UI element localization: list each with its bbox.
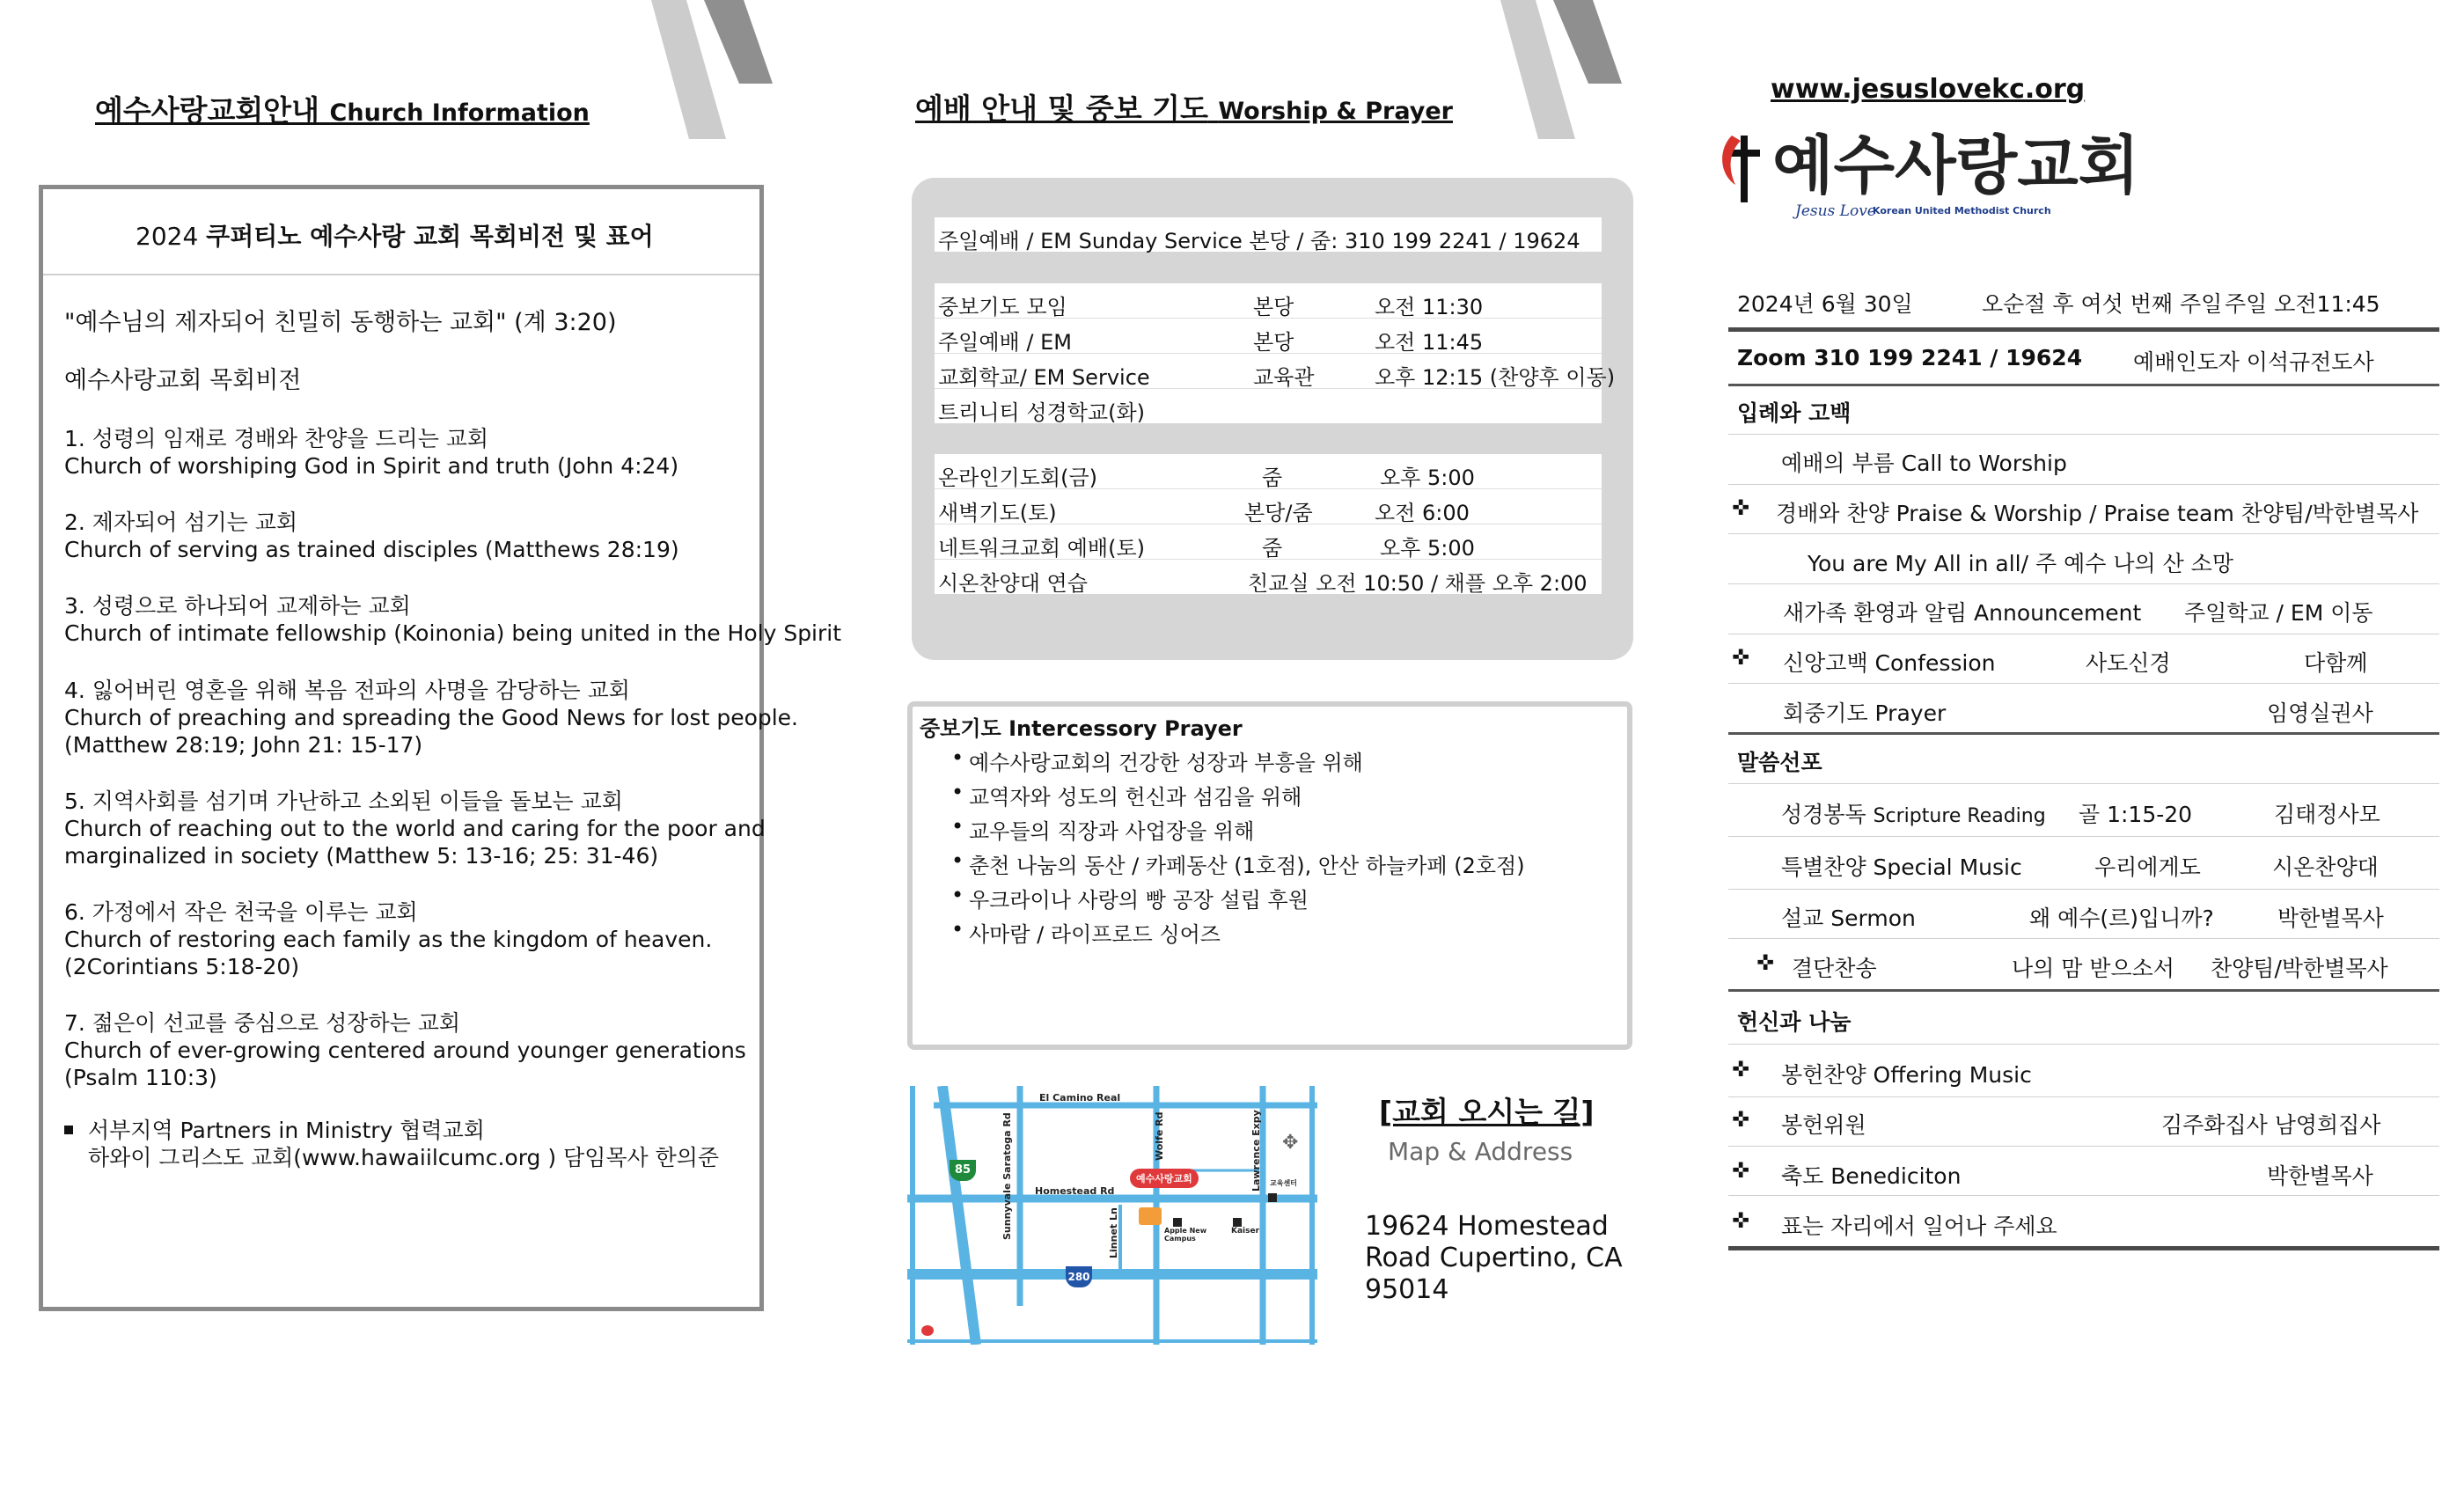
vision-2-en: Church of serving as trained disciples (Matthews 28:19) <box>64 537 679 562</box>
compass-icon: ✥ <box>1282 1132 1299 1154</box>
order-special-music-title: 우리에게도 <box>2094 854 2201 880</box>
vision-4-en-1: Church of preaching and spreading the Good News for lost people. <box>64 705 799 730</box>
vision-heading-text: 쿠퍼티노 예수사랑 교회 목회비전 및 표어 <box>206 222 654 251</box>
schedule-row <box>935 560 1602 594</box>
schedule-place: 본당/줌 <box>1244 501 1313 525</box>
divider-thick <box>1728 1246 2439 1250</box>
prayer-item: • 춘천 나눔의 동산 / 카페동산 (1호점), 안산 하늘카페 (2호점) <box>969 848 1525 879</box>
vision-4-en-2: (Matthew 28:19; John 21: 15-17) <box>64 732 423 758</box>
vision-3-en: Church of intimate fellowship (Koinonia) being united in the Holy Spirit <box>64 620 842 646</box>
schedule-place: 교육관 <box>1253 365 1315 390</box>
order-special-music: 특별찬양 Special Music <box>1781 854 2022 880</box>
schedule-name: 교회학교/ EM Service <box>938 365 1150 390</box>
panel1-title-en: Church Information <box>329 99 590 127</box>
divider <box>1728 1044 2439 1045</box>
partners <box>64 1117 719 1171</box>
order-stand-note: 표는 자리에서 일어나 주세요 <box>1781 1214 2057 1239</box>
divider <box>1728 583 2439 584</box>
schedule-place: 줌 <box>1262 466 1283 490</box>
order-prayer-leader: 임영실권사 <box>2267 700 2373 726</box>
divider <box>1728 434 2439 435</box>
vision-5-en-2: marginalized in society (Matthew 5: 13-16; 25: 31-46) <box>64 843 659 869</box>
prayer-item: • 예수사랑교회의 건강한 성장과 부흥을 위해 <box>969 745 1363 776</box>
schedule-name: 온라인기도회(금) <box>938 466 1098 490</box>
vision-item-5 <box>64 788 766 869</box>
website-link[interactable]: www.jesuslovekc.org <box>1771 74 2086 105</box>
map-label-el-camino: El Camino Real <box>1039 1092 1121 1104</box>
schedule-name: 주일예배 / EM <box>938 330 1072 355</box>
map-label-apple: Apple New Campus <box>1164 1227 1207 1243</box>
cross-marker-icon: ✜ <box>1732 1057 1750 1082</box>
methodist-cross-icon <box>1714 130 1767 204</box>
vision-heading <box>136 217 654 253</box>
vision-header <box>43 189 759 275</box>
section-entrance: 입례와 고백 <box>1737 400 1852 426</box>
vision-item-4 <box>64 677 798 759</box>
schedule-group-2 <box>935 454 1602 594</box>
vision-6-en-1: Church of restoring each family as the kingdom of heaven. <box>64 927 713 952</box>
schedule-name: 트리니티 성경학교(화) <box>938 400 1146 425</box>
worship-leader: 예배인도자 이석규전도사 <box>2133 349 2374 375</box>
schedule-row <box>935 524 1602 560</box>
schedule-row <box>935 283 1602 319</box>
vision-subheading: 예수사랑교회 목회비전 <box>64 367 302 394</box>
intercessory-prayer-box <box>907 701 1632 1050</box>
building-icon <box>1173 1218 1182 1227</box>
order-confession-who: 다함께 <box>2304 650 2368 676</box>
order-sermon-preacher: 박한별목사 <box>2277 906 2384 931</box>
prayer-item: • 교역자와 성도의 헌신과 섬김을 위해 <box>969 780 1302 810</box>
schedule-time: 오전 11:45 <box>1375 330 1484 355</box>
order-praise-worship: 경배와 찬양 Praise & Worship / Praise team 찬양팀/박한별목사 <box>1776 501 2419 526</box>
order-call-to-worship: 예배의 부름 Call to Worship <box>1781 451 2067 476</box>
vision-item-2 <box>64 509 679 563</box>
map-label-homestead: Homestead Rd <box>1035 1185 1115 1197</box>
highway-280-shield: 280 <box>1066 1266 1092 1287</box>
schedule-name: 시온찬양대 연습 <box>938 571 1088 596</box>
service-time: 주일 오전11:45 <box>2225 291 2380 317</box>
order-prayer: 회중기도 Prayer <box>1783 700 1947 726</box>
partners-label: 서부지역 Partners in Ministry 협력교회 <box>88 1118 485 1143</box>
order-announcement-note: 주일학교 / EM 이동 <box>2184 600 2373 626</box>
order-special-music-choir: 시온찬양대 <box>2272 854 2379 880</box>
order-song-title: You are My All in all/ 주 예수 나의 산 소망 <box>1808 551 2233 576</box>
map-marker-icon <box>921 1325 934 1336</box>
divider <box>1728 938 2439 939</box>
vision-1-en: Church of worshiping God in Spirit and truth (John 4:24) <box>64 453 679 479</box>
map-label-linnet: Linnet Ln <box>1108 1207 1119 1258</box>
prayer-title: 중보기도 Intercessory Prayer <box>920 716 1243 741</box>
schedule-time: 오후 12:15 (찬양후 이동) <box>1375 365 1616 390</box>
order-offering-music: 봉헌찬양 Offering Music <box>1781 1062 2032 1088</box>
order-announcement: 새가족 환영과 알림 Announcement <box>1783 600 2142 626</box>
cross-marker-icon: ✜ <box>1732 1158 1750 1183</box>
schedule-place: 줌 <box>1262 536 1283 561</box>
church-map[interactable] <box>907 1086 1317 1345</box>
divider <box>1728 533 2439 534</box>
vision-item-1 <box>64 425 678 480</box>
schedule-time: 오전 6:00 <box>1375 501 1470 525</box>
prayer-item: • 사마람 / 라이프로드 싱어즈 <box>969 917 1221 948</box>
divider <box>1728 1146 2439 1147</box>
vision-7-en-1: Church of ever-growing centered around younger generations <box>64 1038 746 1063</box>
divider <box>1728 783 2439 784</box>
prayer-item: • 우크라이나 사랑의 빵 공장 설립 후원 <box>969 883 1309 913</box>
schedule-row <box>935 454 1602 489</box>
order-offering-members: 김주화집사 남영희집사 <box>2161 1112 2381 1138</box>
partners-bullet-icon <box>64 1126 73 1134</box>
map-label-sunnyvale: Sunnyvale Saratoga Rd <box>1001 1112 1013 1240</box>
schedule-place: 친교실 오전 10:50 / 채플 오후 2:00 <box>1248 571 1588 596</box>
divider-thick <box>1728 327 2439 332</box>
divider <box>1728 1096 2439 1097</box>
order-benediction: 축도 Benediciton <box>1781 1163 1962 1189</box>
schedule-place: 본당 <box>1253 295 1294 319</box>
schedule-group-1 <box>935 283 1616 425</box>
order-confession: 신앙고백 Confession <box>1783 650 1996 676</box>
vision-7-ko: 7. 젊은이 선교를 중심으로 성장하는 교회 <box>64 1010 460 1036</box>
vision-1-ko: 1. 성령의 임재로 경배와 찬양을 드리는 교회 <box>64 426 489 451</box>
divider <box>1728 889 2439 890</box>
map-label-lawrence: Lawrence Expy <box>1250 1110 1262 1192</box>
panel1-title-ko: 예수사랑교회안내 <box>95 93 320 128</box>
divider <box>1728 836 2439 837</box>
schedule-row <box>935 354 1616 390</box>
vision-2-ko: 2. 제자되어 섬기는 교회 <box>64 510 298 535</box>
cross-marker-icon: ✜ <box>1732 495 1750 520</box>
cross-marker-icon: ✜ <box>1732 1107 1750 1132</box>
cross-marker-icon: ✜ <box>1732 1208 1750 1233</box>
logo-script: Jesus Love <box>1795 202 1876 220</box>
schedule-row <box>935 489 1602 524</box>
map-title: [교회 오시는 길] <box>1379 1095 1595 1129</box>
worship-schedule-box <box>912 178 1633 660</box>
order-scripture-passage: 골 1:15-20 <box>2079 802 2193 827</box>
building-icon <box>1233 1218 1242 1227</box>
order-scripture <box>1781 797 2046 829</box>
cross-marker-icon: ✜ <box>1756 950 1775 975</box>
order-confession-creed: 사도신경 <box>2086 650 2171 676</box>
highway-85-shield: 85 <box>950 1160 976 1181</box>
divider <box>1728 484 2439 485</box>
address-line-1: 19624 Homestead <box>1365 1211 1609 1242</box>
prayer-item: • 교우들의 직장과 사업장을 위해 <box>969 814 1254 845</box>
divider <box>1728 683 2439 684</box>
motto: "예수님의 제자되어 친밀히 동행하는 교회" (계 3:20) <box>64 309 617 336</box>
building-icon <box>1268 1193 1277 1202</box>
sunday-service-row <box>935 217 1602 252</box>
vision-6-en-2: (2Corintians 5:18-20) <box>64 954 300 979</box>
map-subtitle: Map & Address <box>1388 1137 1573 1166</box>
map-label-edu: 교육센터 <box>1270 1179 1297 1187</box>
vision-year: 2024 <box>136 222 199 251</box>
order-sermon-title: 왜 예수(르)입니까? <box>2029 906 2214 931</box>
address-line-2: Road Cupertino, CA <box>1365 1243 1623 1273</box>
sunday-service-text: 주일예배 / EM Sunday Service 본당 / 줌: 310 199 2241 / 19624 <box>938 229 1580 253</box>
church-address <box>1365 1211 1623 1306</box>
cross-marker-icon: ✜ <box>1732 645 1750 670</box>
order-benediction-pastor: 박한별목사 <box>2267 1163 2373 1189</box>
schedule-place: 본당 <box>1253 330 1294 355</box>
schedule-name: 네트워크교회 예배(토) <box>938 536 1146 561</box>
panel1-title <box>95 88 590 129</box>
map-label-wolfe: Wolfe Rd <box>1154 1111 1165 1161</box>
divider <box>1728 1195 2439 1196</box>
divider <box>1728 732 2439 735</box>
order-scripture-ko: 성경봉독 <box>1781 802 1866 827</box>
vision-6-ko: 6. 가정에서 작은 천국을 이루는 교회 <box>64 899 418 925</box>
liturgical-season: 오순절 후 여섯 번째 주일 <box>1982 291 2223 317</box>
church-icon <box>1139 1207 1162 1225</box>
zoom-info: Zoom 310 199 2241 / 19624 <box>1737 345 2083 370</box>
map-label-kaiser: Kaiser <box>1231 1227 1260 1236</box>
section-offering: 헌신과 나눔 <box>1737 1009 1852 1035</box>
logo-subtitle: Korean United Methodist Church <box>1873 205 2051 216</box>
schedule-name: 중보기도 모임 <box>938 295 1067 319</box>
vision-5-ko: 5. 지역사회를 섬기며 가난하고 소외된 이들을 돌보는 교회 <box>64 788 623 814</box>
schedule-time: 오후 5:00 <box>1380 466 1475 490</box>
vision-7-en-2: (Psalm 110:3) <box>64 1065 217 1090</box>
vision-box <box>39 185 842 1311</box>
bulletin-date: 2024년 6월 30일 <box>1737 291 1913 317</box>
panel2-title-ko: 예배 안내 및 중보 기도 <box>915 92 1208 126</box>
schedule-row <box>935 319 1602 354</box>
panel2-title-en: Worship & Prayer <box>1218 98 1453 125</box>
order-hymn-title: 나의 맘 받으소서 <box>2012 956 2174 981</box>
divider <box>1728 384 2439 386</box>
vision-item-3 <box>64 592 841 647</box>
partners-church: 하와이 그리스도 교회(www.hawaiilcumc.org ) 담임목사 한의준 <box>88 1145 720 1170</box>
order-sermon: 설교 Sermon <box>1781 906 1916 931</box>
order-scripture-reader: 김태정사모 <box>2274 802 2380 827</box>
schedule-time: 오전 11:30 <box>1375 295 1484 319</box>
vision-3-ko: 3. 성령으로 하나되어 교제하는 교회 <box>64 593 411 619</box>
church-pin[interactable]: 예수사랑교회 <box>1130 1169 1199 1188</box>
panel2-title <box>915 86 1453 128</box>
order-hymn-leader: 찬양팀/박한별목사 <box>2211 956 2388 981</box>
order-hymn: 결단찬송 <box>1792 956 1877 981</box>
address-line-3: 95014 <box>1365 1274 1449 1305</box>
church-name-logo: 예수사랑교회 <box>1772 128 2140 202</box>
schedule-row <box>935 389 1602 423</box>
order-scripture-en: Scripture Reading <box>1873 805 2046 827</box>
vision-5-en-1: Church of reaching out to the world and caring for the poor and <box>64 816 766 841</box>
schedule-name: 새벽기도(토) <box>938 501 1057 525</box>
vision-item-6 <box>64 898 712 980</box>
vision-4-ko: 4. 잃어버린 영혼을 위해 복음 전파의 사명을 감당하는 교회 <box>64 678 630 703</box>
section-word: 말씀선포 <box>1737 750 1822 775</box>
vision-item-7 <box>64 1009 746 1091</box>
order-offering-committee: 봉헌위원 <box>1781 1112 1866 1138</box>
schedule-time: 오후 5:00 <box>1380 536 1475 561</box>
divider <box>1728 989 2439 992</box>
